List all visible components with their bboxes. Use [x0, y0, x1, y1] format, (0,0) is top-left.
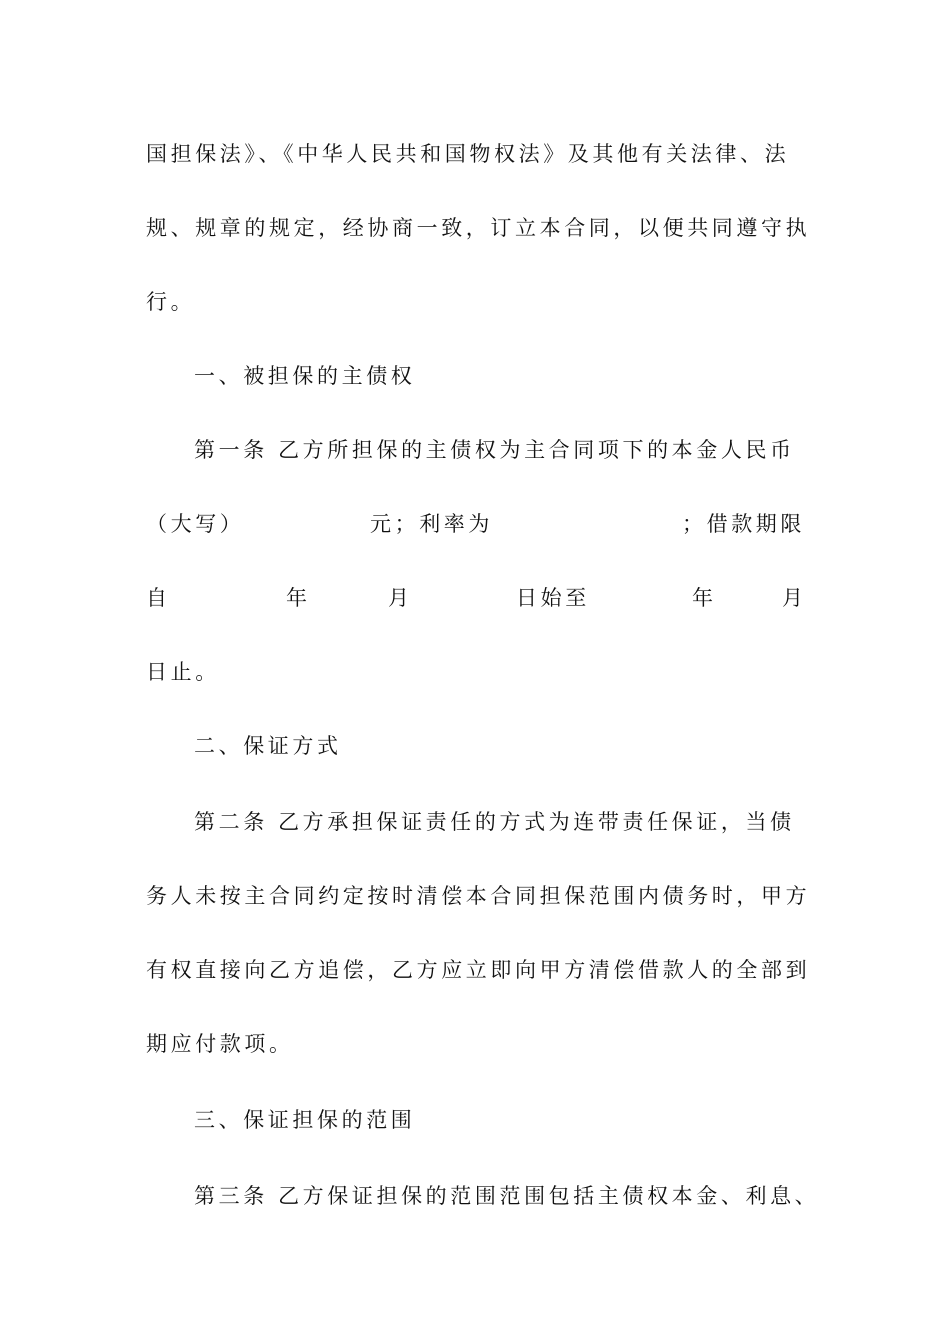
- article-3-line: 第三条 乙方保证担保的范围范围包括主债权本金、利息、: [194, 1184, 820, 1208]
- date-from-label: 自: [146, 586, 171, 610]
- year-label-2: 年: [692, 586, 717, 610]
- article-2-line: 第二条 乙方承担保证责任的方式为连带责任保证，当债: [194, 810, 795, 834]
- month-label-2: 月: [782, 586, 807, 610]
- paragraph-line: 国担保法》、《中华人民共和国物权法》及其他有关法律、法: [146, 142, 790, 166]
- paragraph-line: 务人未按主合同约定按时清偿本合同担保范围内债务时，甲方: [146, 884, 811, 908]
- term-label: ；借款期限: [682, 512, 805, 536]
- paragraph-line: 行。: [146, 290, 196, 314]
- section-heading-3: 三、保证担保的范围: [194, 1108, 416, 1132]
- interest-label: 元；利率为: [370, 512, 493, 536]
- year-label: 年: [286, 586, 311, 610]
- article-1-fill-line: [146, 506, 826, 542]
- day-start-label: 日始至: [516, 586, 590, 610]
- article-1-line: 第一条 乙方所担保的主债权为主合同项下的本金人民币: [194, 438, 795, 462]
- article-1-date-line: [146, 580, 826, 616]
- amount-label: （大写）: [146, 512, 245, 536]
- section-heading-2: 二、保证方式: [194, 734, 342, 758]
- month-label: 月: [388, 586, 413, 610]
- paragraph-line: 有权直接向乙方追偿，乙方应立即向甲方清偿借款人的全部到: [146, 958, 811, 982]
- paragraph-line: 期应付款项。: [146, 1032, 294, 1056]
- section-heading-1: 一、被担保的主债权: [194, 364, 416, 388]
- paragraph-line: 日止。: [146, 660, 220, 684]
- paragraph-line: 规、规章的规定，经协商一致，订立本合同，以便共同遵守执: [146, 216, 811, 240]
